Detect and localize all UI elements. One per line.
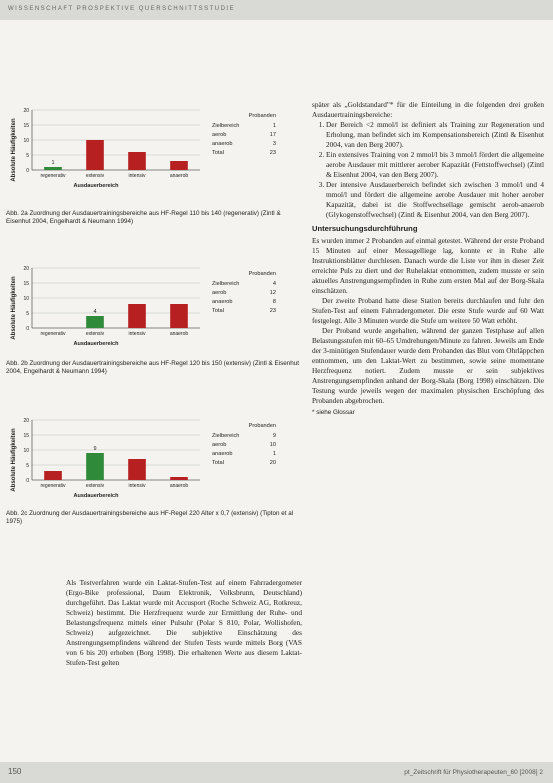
- probanden-value: 8: [272, 299, 276, 305]
- probanden-value: 12: [269, 290, 276, 296]
- probanden-label: aerob: [212, 290, 227, 296]
- probanden-label: Total: [212, 150, 224, 156]
- chart-2a-plot: [6, 104, 206, 199]
- probanden-label: Zielbereich: [212, 281, 240, 287]
- x-tick-label: extensiv: [85, 483, 105, 489]
- probanden-header: Probanden: [248, 271, 276, 277]
- y-tick-label: 20: [23, 265, 29, 272]
- data-label: 1: [51, 160, 55, 166]
- list-item: 2. Ein extensives Training von 2 mmol/l bis 3 mmol/l fördert die allgemeine aerobe Ausdauer mit mittlerer aerober Kapazität (Fettstoffwechsel) (Zintl & Eisenhut 2004, van den Berg 2007).: [326, 150, 544, 180]
- probanden-label: Zielbereich: [212, 123, 240, 129]
- probanden-row: [212, 289, 276, 298]
- list-item: 1. Der Bereich <2 mmol/l ist definiert als Training zur Regeneration und Erholung, man befindet sich im Kompensationsbereich (Zintl & Eisenhut 2004, van den Berg 2007).: [326, 120, 544, 150]
- probanden-row: [212, 149, 276, 158]
- y-tick-label: 15: [23, 432, 29, 439]
- left-column: [66, 578, 302, 668]
- probanden-value: 20: [269, 460, 276, 466]
- chart-2c: [6, 414, 286, 524]
- y-tick-label: 15: [23, 122, 29, 129]
- probanden-label: Total: [212, 460, 224, 466]
- x-axis-title: Ausdauerbereich: [73, 493, 119, 499]
- bar: [170, 161, 188, 170]
- y-tick-label: 0: [26, 167, 29, 174]
- bar: [86, 453, 104, 480]
- probanden-header: Probanden: [248, 423, 276, 429]
- x-tick-label: anaerob: [169, 331, 189, 337]
- figure-caption: Abb. 2c Zuordnung der Ausdauertrainingsbereiche aus HF-Regel 220 Alter x 0,7 (extensiv) (Tipton et al 1975): [6, 510, 294, 526]
- bar: [44, 471, 62, 480]
- x-axis-title: Ausdauerbereich: [73, 183, 119, 189]
- footnote: * siehe Glossar: [312, 409, 355, 416]
- probanden-value: 23: [269, 308, 276, 314]
- bar: [128, 459, 146, 480]
- list-item: 3. Der intensive Ausdauerbereich befindet sich zwischen 3 mmol/l und 4 mmol/l und fördert die allgemeine aerobe Ausdauer mit hoher aerober Kapazität, dabei ist die Stoffwechsellage gemischt aerob-anaerob (Glykogenstoffwechsel) (Zintl & Eisenhut 2004, van den Berg 2007).: [326, 180, 544, 220]
- x-tick-label: extensiv: [85, 173, 105, 179]
- probanden-label: Zielbereich: [212, 433, 240, 439]
- probanden-row: [212, 122, 276, 131]
- x-tick-label: intensiv: [128, 331, 146, 337]
- running-header: [0, 0, 553, 20]
- probanden-value: 1: [272, 451, 276, 457]
- x-tick-label: anaerob: [169, 173, 189, 179]
- y-tick-label: 0: [26, 477, 29, 484]
- y-tick-label: 0: [26, 325, 29, 332]
- probanden-label: aerob: [212, 442, 227, 448]
- intro-paragraph: später als „Goldstandard"* für die Einteilung in die folgenden drei großen Ausdauertrainingsbereiche:: [312, 100, 544, 119]
- x-tick-label: regenerativ: [40, 483, 66, 489]
- probanden-value: 1: [272, 123, 276, 129]
- x-tick-label: extensiv: [85, 331, 105, 337]
- y-axis-title: Absolute Häufigkeiten: [11, 118, 17, 182]
- x-tick-label: intensiv: [128, 483, 146, 489]
- training-zones-list: [312, 120, 544, 220]
- y-tick-label: 5: [26, 152, 29, 159]
- probanden-label: aerob: [212, 132, 227, 138]
- probanden-label: anaerob: [212, 299, 233, 305]
- y-tick-label: 10: [23, 447, 29, 454]
- x-tick-label: anaerob: [169, 483, 189, 489]
- probanden-value: 4: [272, 281, 276, 287]
- paragraph: Es wurden immer 2 Probanden auf einmal getestet. Während der erste Proband 15 Minuten auf einer Messagelliege lag, konnte er in Ruhe alle Instruktionsblätter durchlesen. Danach wurde die Liste vor ihm in dieser Zeit erreichte Puls zu diert und der Ruhelaktat entnommen, zudem musste er sein aktuelles Anstrengungsempfinden in Ruhe zum ersten Mal auf der Borg-Skala einschätzen.: [312, 236, 544, 295]
- y-tick-label: 20: [23, 417, 29, 424]
- probanden-row: [212, 450, 276, 459]
- y-axis-title: Absolute Häufigkeiten: [11, 276, 17, 340]
- right-column: [312, 100, 544, 418]
- probanden-row: [212, 307, 276, 316]
- probanden-label: anaerob: [212, 451, 233, 457]
- section-heading: Untersuchungsdurchführung: [312, 224, 418, 233]
- probanden-table: [212, 422, 276, 468]
- probanden-table: [212, 270, 276, 316]
- x-axis-title: Ausdauerbereich: [73, 341, 119, 347]
- probanden-value: 17: [269, 132, 276, 138]
- y-tick-label: 10: [23, 137, 29, 144]
- figure-caption: Abb. 2a Zuordnung der Ausdauertrainingsbereiche aus HF-Regel 110 bis 140 (regenerativ) (Zintl & Eisenhut 2004, Engelhardt & Neumann 1994): [6, 210, 281, 226]
- y-tick-label: 5: [26, 310, 29, 317]
- bar: [170, 477, 188, 480]
- probanden-header: Probanden: [248, 113, 276, 119]
- paragraph: Der Proband wurde angehalten, während der ganzen Testphase auf allen Belastungsstufen mit 60–65 Umdrehungen/Minute zu fahren. Jeweils am Ende der 3-minütigen Stufendauer wurde dem Probanden das Blut vom Ohrläppchen entnommen, um den Laktat-Wert zu bestimmen, sowie seine momentane Herzfrequenz notiert. Zudem musste er sein subjektives Anstrengungsempfinden anhand der Borg-Skala (Borg 1998) einschätzen. Die Testung wurde jeweils wegen der maximalen physischen Erschöpfung des Probanden abgebrochen.: [312, 326, 544, 405]
- paragraph: Als Testverfahren wurde ein Laktat-Stufen-Test auf einem Fahrradergometer (Ergo-Bike professional, Daum Elektronik, Volksbrunn, Deutschland) durchgeführt. Das Laktat wurde mit Accusport (Roche Schweiz AG, Rotkreuz, Schweiz) bestimmt. Die Herzfrequenz wurde zur Ermittlung der Ruhe- und Belastungsfrequenz mittels einer Pulsuhr (Polar S 810, Polar, Wollishofen, Schweiz) aufgezeichnet. Die subjektive Einschätzung des Anstrengungsempfindens während der Stufen Tests wurde mittels Borg (VAS von 6 bis 20) erhoben (Borg 1998). Die erhaltenen Werte aus diesem Laktat-Stufen-Test gelten: [66, 578, 302, 667]
- probanden-row: [212, 459, 276, 468]
- bar: [128, 152, 146, 170]
- probanden-row: [212, 432, 276, 441]
- probanden-label: Total: [212, 308, 224, 314]
- x-tick-label: intensiv: [128, 173, 146, 179]
- figure-caption: Abb. 2b Zuordnung der Ausdauertrainingsbereiche aus HF-Regel 120 bis 150 (extensiv) (Zintl & Eisenhut 2004, Engelhardt & Neumann 1994): [6, 360, 299, 376]
- probanden-value: 3: [272, 141, 276, 147]
- probanden-row: [212, 441, 276, 450]
- journal-name: pt_Zeitschrift für Physiotherapeuten_60 [2008] 2: [404, 769, 543, 776]
- y-tick-label: 10: [23, 295, 29, 302]
- data-label: 9: [93, 446, 97, 452]
- bar: [128, 304, 146, 328]
- probanden-row: [212, 140, 276, 149]
- bar: [86, 140, 104, 170]
- page-footer: [0, 762, 553, 783]
- y-tick-label: 5: [26, 462, 29, 469]
- chart-2b: [6, 262, 286, 372]
- probanden-value: 9: [272, 433, 276, 439]
- probanden-label: anaerob: [212, 141, 233, 147]
- probanden-table: [212, 112, 276, 158]
- probanden-row: [212, 280, 276, 289]
- page-number: 150: [8, 767, 22, 776]
- bar: [170, 304, 188, 328]
- chart-2c-plot: [6, 414, 206, 509]
- y-tick-label: 20: [23, 107, 29, 114]
- chart-2a: [6, 104, 286, 214]
- bar: [86, 316, 104, 328]
- y-axis-title: Absolute Häufigkeiten: [11, 428, 17, 492]
- probanden-value: 10: [269, 442, 276, 448]
- data-label: 4: [93, 309, 97, 315]
- probanden-row: [212, 298, 276, 307]
- y-tick-label: 15: [23, 280, 29, 287]
- probanden-row: [212, 131, 276, 140]
- chart-2b-plot: [6, 262, 206, 357]
- running-header-text: WISSENSCHAFT PROSPEKTIVE QUERSCHNITTSSTUDIE: [8, 6, 236, 12]
- paragraph: Der zweite Proband hatte diese Station bereits durchlaufen und fuhr den Stufen-Test auf einem Fahrradergometer. Die erste Stufe wurde auf 60 Watt festgelegt. Alle 3 Minuten wurde die Stufe um weitere 50 Watt erhöht.: [312, 296, 544, 325]
- x-tick-label: regenerativ: [40, 173, 66, 179]
- x-tick-label: regenerativ: [40, 331, 66, 337]
- bar: [44, 167, 62, 170]
- probanden-value: 23: [269, 150, 276, 156]
